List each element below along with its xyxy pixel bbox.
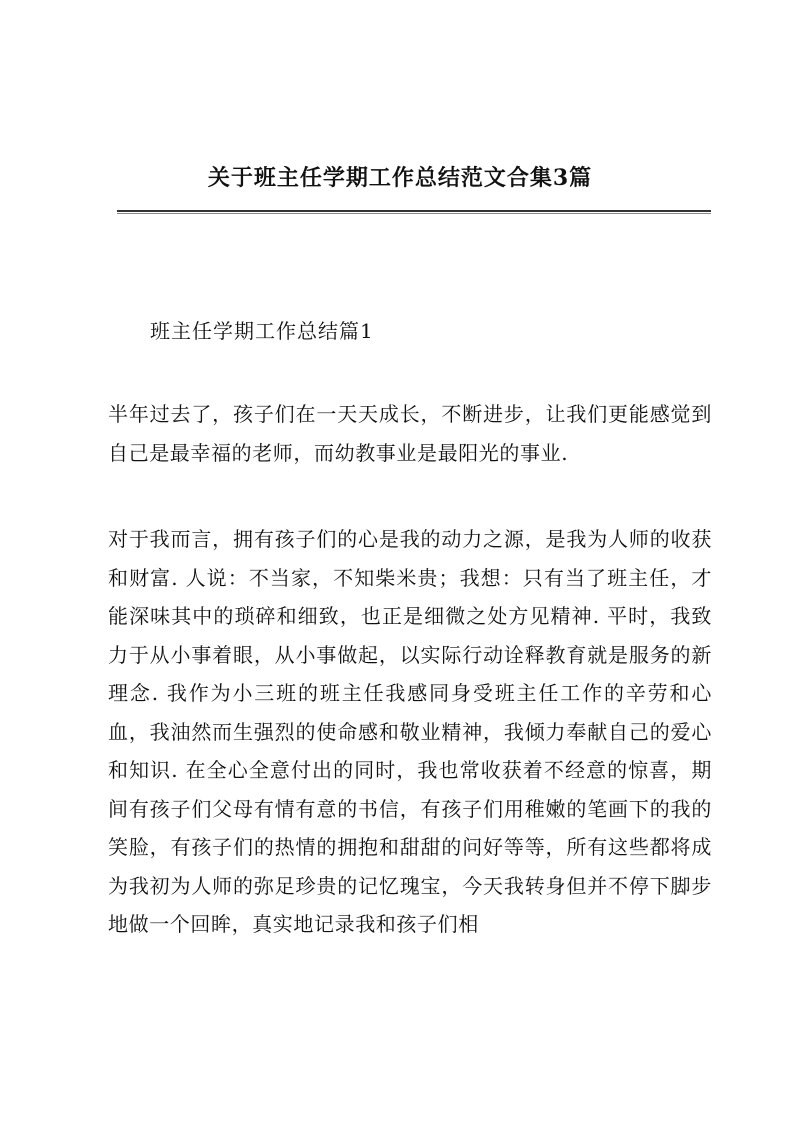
paragraph: 对于我而言，拥有孩子们的心是我的动力之源，是我为人师的收获和财富. 人说：不当家，不知柴米贵；我想：只有当了班主任，才能深味其中的琐碎和细致，也正是细微之处方见精神. 平时，我致力于从小事着眼，从小事做起，以实际行动诠释教育就是服务的新理念. 我作为小三班的班主任我感同身受班主任工作的辛劳和心血，我油然而生强烈的使命感和敬业精神，我倾力奉献自己的爱心和知识. 在全心全意付出的同时，我也常收获着不经意的惊喜，期间有孩子们父母有情有意的书信，有孩子们用稚嫩的笔画下的我的笑脸，有孩子们的热情的拥抱和甜甜的问好等等，所有这些都将成为我初为人师的弥足珍贵的记忆瑰宝，今天我转身但并不停下脚步地做一个回眸，真实地记录我和孩子们相 xyxy=(108,527,712,936)
section-heading: 班主任学期工作总结篇1 xyxy=(150,319,374,343)
paragraph: 半年过去了，孩子们在一天天成长，不断进步，让我们更能感觉到自己是最幸福的老师，而幼教事业是最阳光的事业. xyxy=(108,402,712,465)
document-title: 关于班主任学期工作总结范文合集3篇 xyxy=(207,165,593,191)
title-divider xyxy=(117,210,711,214)
